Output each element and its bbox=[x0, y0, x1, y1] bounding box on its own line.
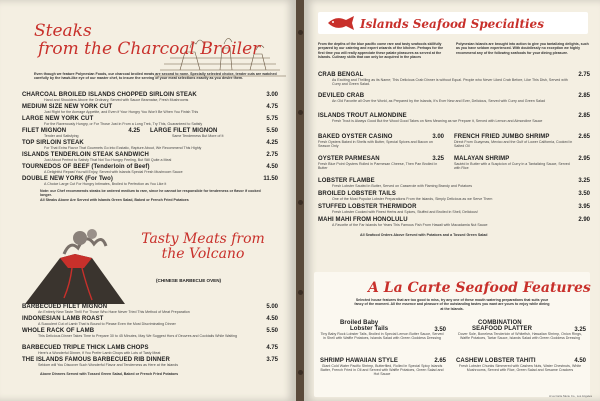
binding-gutter bbox=[296, 0, 304, 401]
volcano-illustration bbox=[20, 228, 130, 308]
item-price: 2.85 bbox=[578, 93, 590, 99]
item-desc: Dover Sole, Boneless Tenderloin of Whitefish, Hawaiian Shrimp, Onion Rings, Waffle Potatoes, Tartar Sauce, Islands Salad with Green Goddess Dressing bbox=[458, 332, 582, 341]
item-name: BARBECUED TRIPLE THICK LAMB CHOPS bbox=[22, 345, 149, 351]
menu-item[interactable] bbox=[318, 156, 444, 170]
item-price: 4.25 bbox=[128, 128, 140, 134]
item-desc: This Delicious Dinner Takes Time to Prepare 30 to 45 Minutes, May We Suggest Hors d'Oeuvres and Cocktails While Waiting bbox=[38, 334, 237, 338]
item-desc: Seldom will You Discover Such Wonderful Flavor and Tenderness as Here at the Islands bbox=[38, 363, 179, 367]
item-desc: A Choice Large Cut For Hungry Intimates, Broiled to Perfection as You Like it bbox=[44, 182, 167, 186]
tasty-meats-subtitle: (CHINESE BARBECUE OVEN) bbox=[156, 278, 222, 283]
binding-hole bbox=[298, 370, 303, 375]
binding-hole bbox=[298, 110, 303, 115]
item-price: 2.65 bbox=[578, 134, 590, 140]
binding-hole bbox=[298, 290, 303, 295]
item-name: ISLANDS TROUT ALMONDINE bbox=[318, 113, 407, 119]
volcano-footer: Above Dinners Served with Tossed Green Salad, Baked or French Fried Potatoes bbox=[40, 372, 179, 376]
item-desc: Just Right for the Average Appetite, and Even if Your Hungry You Won't Be When You Finish This bbox=[44, 110, 199, 114]
menu-item[interactable] bbox=[318, 217, 590, 227]
item-desc: Fresh Trout is Always Good But the Wood Good Takes on New Meaning as we Prepare it, Served with Lemon and Almondine Sauce bbox=[332, 119, 543, 123]
menu-item[interactable] bbox=[454, 134, 590, 148]
menu-item[interactable] bbox=[22, 357, 278, 367]
item-name: MEDIUM SIZE NEW YORK CUT bbox=[22, 104, 113, 110]
item-price: 2.90 bbox=[578, 217, 590, 223]
menu-item[interactable] bbox=[22, 316, 278, 326]
item-desc: Fresh Lobster Cooked with Finest Herbs and Spices, Stuffed and Broiled in Shell, Delicious! bbox=[332, 210, 478, 214]
item-name: LOBSTER FLAMBE bbox=[318, 178, 375, 184]
menu-item[interactable] bbox=[456, 320, 586, 340]
item-name: CHARCOAL BROILED ISLANDS CHOPPED SIRLOIN STEAK bbox=[22, 92, 197, 98]
menu-item[interactable] bbox=[318, 134, 444, 148]
seafood-intro-left: From the depths of the blue pacific come rare and tasty seafoods skillfully prepared by our catering and expert wizards of the kitchen. Perhaps for the first time you will really appreciate these palate pleasures as served at the Islands. Culinary skills that can only be acquired in the places bbox=[318, 42, 444, 59]
item-price: 3.25 bbox=[432, 156, 444, 162]
item-desc: Fresh Lobster Chunks Simmered with Cashew Nuts, Water Chestnuts, White Mushrooms, Served with Rice, Green Salad and Sesame Crackers bbox=[458, 364, 582, 373]
menu-item[interactable] bbox=[318, 72, 590, 86]
item-price: 2.85 bbox=[578, 113, 590, 119]
item-desc: Direct From Guaymas, Mexico and the Gulf of Lower California, Cooked in Salted Oil bbox=[454, 140, 573, 149]
item-name: BAKED OYSTER CASINO bbox=[318, 134, 393, 140]
item-price: 3.00 bbox=[432, 134, 444, 140]
item-name: MALAYAN SHRIMP bbox=[454, 156, 510, 162]
item-price: 4.50 bbox=[574, 358, 586, 364]
menu-item[interactable] bbox=[22, 304, 278, 314]
item-price: 3.75 bbox=[266, 357, 278, 363]
menu-item[interactable] bbox=[22, 152, 278, 162]
menu-item[interactable] bbox=[150, 128, 278, 138]
item-name: TOURNEDOS OF BEEF (Tenderloin of Beef) bbox=[22, 164, 150, 170]
item-name: CASHEW LOBSTER TAHITI bbox=[456, 358, 536, 364]
steaks-title-line1: Steaks bbox=[34, 21, 92, 41]
binding-hole bbox=[298, 200, 303, 205]
item-desc: A Favorite of the Far Islands for Years This Famous Fish From Hawaii with Macadamia Nut Sauce bbox=[332, 223, 488, 227]
item-desc: For the Ravenously Hungry, or For Those Just in From a Long Trek, Try This, Guaranteed to Satisfy bbox=[44, 122, 203, 126]
item-desc: For That Extra Flavor That Gourmets Go into Ecstatic, Rapture About, We Recommend This Highly bbox=[44, 146, 202, 150]
item-price: 3.95 bbox=[578, 204, 590, 210]
item-desc: Fresh Oysters Baked in Shells with Butter, Special Spices and Bacon on Season Only bbox=[318, 140, 433, 149]
item-desc: One of the Most Popular Lobster Preparations From the Islands, Simply Delicious as we Serve Them bbox=[332, 197, 493, 201]
steak-footer: All Steaks Above Are Served with Islands Green Salad, Baked or French Fried Potatoes bbox=[40, 198, 189, 202]
item-name: STUFFED LOBSTER THERMIDOR bbox=[318, 204, 417, 210]
binding-hole bbox=[298, 30, 303, 35]
item-price: 5.50 bbox=[266, 128, 278, 134]
menu-item[interactable] bbox=[454, 156, 590, 170]
steaks-section-title bbox=[34, 22, 260, 58]
menu-item[interactable] bbox=[318, 113, 590, 123]
menu-item[interactable] bbox=[22, 92, 278, 102]
menu-item[interactable] bbox=[22, 164, 278, 174]
alacarte-intro: Selected house features that are too good to miss, try any one of these mouth watering preparations that suits your fancy of the moment. All the essence and pleasure of the outstanding tastes you want are yours to enjoy while dining at the Islands. bbox=[354, 298, 550, 311]
menu-item[interactable] bbox=[320, 358, 446, 377]
steaks-title-line2: from the Charcoal Broiler bbox=[38, 39, 261, 59]
steaks-intro: Even though we feature Polynesian Foods, our charcoal broiled meats are second to none. Specially selected choice, tender cuts are watched carefully by the hawk-like eye of our master chef, to insure the serving of your meat selections exactly as you desire them. bbox=[34, 72, 277, 81]
item-desc: As Exciting and Thrilling as its Name; This Delicious Crab Dinner is without Equal. People who Never Liked Crab Before, Like This Dish, Served with Curry and Green Salad. bbox=[332, 78, 568, 87]
item-name: ISLANDS TENDERLOIN STEAK SANDWICH bbox=[22, 152, 149, 158]
alacarte-title: A La Carte Seafood Features bbox=[368, 280, 591, 296]
item-price: 3.25 bbox=[574, 327, 586, 333]
item-desc: Fresh Blue Point Oysters Rolled in Parmesan Cheese, Then Pan Broiled in Butter bbox=[318, 162, 438, 171]
item-desc: A Succulent Cut of Lamb That is Bound to Please Even the Most Discriminating Dinner bbox=[38, 322, 176, 326]
item-name: CRAB BENGAL bbox=[318, 72, 364, 78]
item-desc: Sautéd in Butter with a Suspicion of Curry in a Tantalizing Sauce, Served with Rice bbox=[454, 162, 570, 171]
item-name: FILET MIGNON bbox=[22, 128, 67, 134]
menu-item[interactable] bbox=[318, 178, 590, 188]
item-name: LARGE FILET MIGNON bbox=[150, 128, 218, 134]
item-desc: Just About Perfect to Satisfy That Not Too Hungry Feeling, But Still Quite a Meal bbox=[44, 158, 172, 162]
item-name: DEVILED CRAB bbox=[318, 93, 365, 99]
item-name: OYSTER PARMESAN bbox=[318, 156, 380, 162]
menu-item[interactable] bbox=[22, 128, 140, 138]
printer-credit: A La Carte Menu Co., Los Angeles bbox=[549, 394, 592, 398]
item-desc: An Entirely New Taste Thrill For Those Who Have Never Tried This Method of Meat Preparation bbox=[38, 310, 190, 314]
item-price: 2.95 bbox=[578, 156, 590, 162]
item-name-line2: Lobster Tails bbox=[350, 326, 389, 332]
item-price: 3.50 bbox=[434, 327, 446, 333]
item-desc: Fresh Lobster Sautéd in Butter, Served on Casserole with Flaming Brandy and Potatoes bbox=[332, 184, 473, 188]
fish-icon bbox=[326, 14, 356, 32]
item-price: 3.00 bbox=[266, 92, 278, 98]
item-desc: Tiny Baby Rock Lobster Tails, Broiled in Special Lemon Butter Sauce, Served in Shell with Waffle Potatoes, Islands Salad with Green Goddess Dressing bbox=[320, 332, 444, 341]
item-price: 2.75 bbox=[578, 72, 590, 78]
item-price: 2.75 bbox=[266, 152, 278, 158]
item-name-line2: SEAFOOD PLATTER bbox=[472, 326, 533, 332]
item-price: 4.25 bbox=[266, 140, 278, 146]
item-desc: Giant Cold Water Pacific Shrimp, Butterflied, Rolled in Special Spicy Islands Batter, French Fried in Oil and Served with Waffle Potatoes, Green Salad and Hot Sauce bbox=[320, 364, 444, 377]
item-name: BROILED LOBSTER TAILS bbox=[318, 191, 396, 197]
left-page bbox=[0, 0, 296, 401]
item-price: 4.50 bbox=[266, 316, 278, 322]
item-price: 3.25 bbox=[578, 178, 590, 184]
item-name: SHRIMP HAWAIIAN STYLE bbox=[320, 358, 398, 364]
menu-item[interactable] bbox=[318, 204, 590, 214]
right-page bbox=[304, 0, 600, 401]
menu-item[interactable] bbox=[320, 320, 446, 340]
item-name: FRENCH FRIED JUMBO SHRIMP bbox=[454, 134, 550, 140]
item-desc: Same Tenderness But More of It bbox=[172, 134, 224, 138]
menu-item[interactable] bbox=[22, 116, 278, 126]
item-desc: Hand and Shoulders Above the Ordinary, Served with Sauce Bearnaise, Fresh Mushrooms bbox=[44, 98, 189, 102]
item-name: COMBINATION bbox=[478, 320, 522, 326]
seafood-specialties-title: Islands Seafood Specialties bbox=[360, 17, 544, 31]
tasty-meats-title: Tasty Meats from the Volcano bbox=[141, 231, 265, 262]
item-price: 2.65 bbox=[434, 358, 446, 364]
menu-item[interactable] bbox=[456, 358, 586, 372]
item-price: 4.75 bbox=[266, 345, 278, 351]
menu-item[interactable] bbox=[22, 345, 278, 355]
item-name: MAHI MAHI FROM HONOLULU bbox=[318, 217, 408, 223]
menu-item[interactable] bbox=[22, 104, 278, 114]
item-desc: Here's a Wonderful Dinner, if You Prefer Lamb Chops with Lots of Tasty Meat bbox=[38, 351, 161, 355]
item-name: TOP SIRLOIN STEAK bbox=[22, 140, 84, 146]
item-desc: A Delightful Repast You will Enjoy, Served with Islands Special Fresh Mushroom Sauce bbox=[44, 170, 183, 174]
item-desc: An Old Favorite all Over the World, as Prepared by the Islands, It's Ever New and Ever, Delicious, Served with Curry and Green Salad bbox=[332, 99, 545, 103]
seafood-intro-right: Polynesian Islands are brought into action to give you tantalizing delights, such as you have seldom experienced. With doubtlessly no exception we highly recommend any of the following seafoods for your dining pleasure. bbox=[456, 42, 589, 55]
item-name: LARGE NEW YORK CUT bbox=[22, 116, 94, 122]
seafood-footer: All Seafood Orders Above Served with Potatoes and a Tossed Green Salad bbox=[360, 233, 488, 237]
item-name: INDONESIAN LAMB ROAST bbox=[22, 316, 104, 322]
item-price: 3.50 bbox=[578, 191, 590, 197]
menu-item[interactable] bbox=[318, 93, 590, 103]
item-price: 4.50 bbox=[266, 164, 278, 170]
menu-item[interactable] bbox=[22, 328, 278, 338]
item-price: 4.75 bbox=[266, 104, 278, 110]
steak-note: Note: our Chef recommends steaks be ordered medium to rare, since he cannot be responsible for tenderness or flavor if cooked longer. bbox=[40, 189, 261, 198]
item-price: 11.50 bbox=[263, 176, 278, 182]
menu-item[interactable] bbox=[318, 191, 590, 201]
item-price: 5.50 bbox=[266, 328, 278, 334]
item-name: BARBECUED FILET MIGNON bbox=[22, 304, 108, 310]
item-price: 5.75 bbox=[266, 116, 278, 122]
menu-item[interactable] bbox=[22, 176, 278, 186]
menu-item[interactable] bbox=[22, 140, 278, 150]
item-desc: Tender and Satisfying bbox=[44, 134, 79, 138]
item-name: WHOLE RACK OF LAMB bbox=[22, 328, 95, 334]
item-price: 5.00 bbox=[266, 304, 278, 310]
item-name: THE ISLANDS FAMOUS BARBECUED RIB DINNER bbox=[22, 357, 170, 363]
item-name: Broiled Baby bbox=[340, 320, 379, 326]
item-name: DOUBLE NEW YORK (For Two) bbox=[22, 176, 113, 182]
